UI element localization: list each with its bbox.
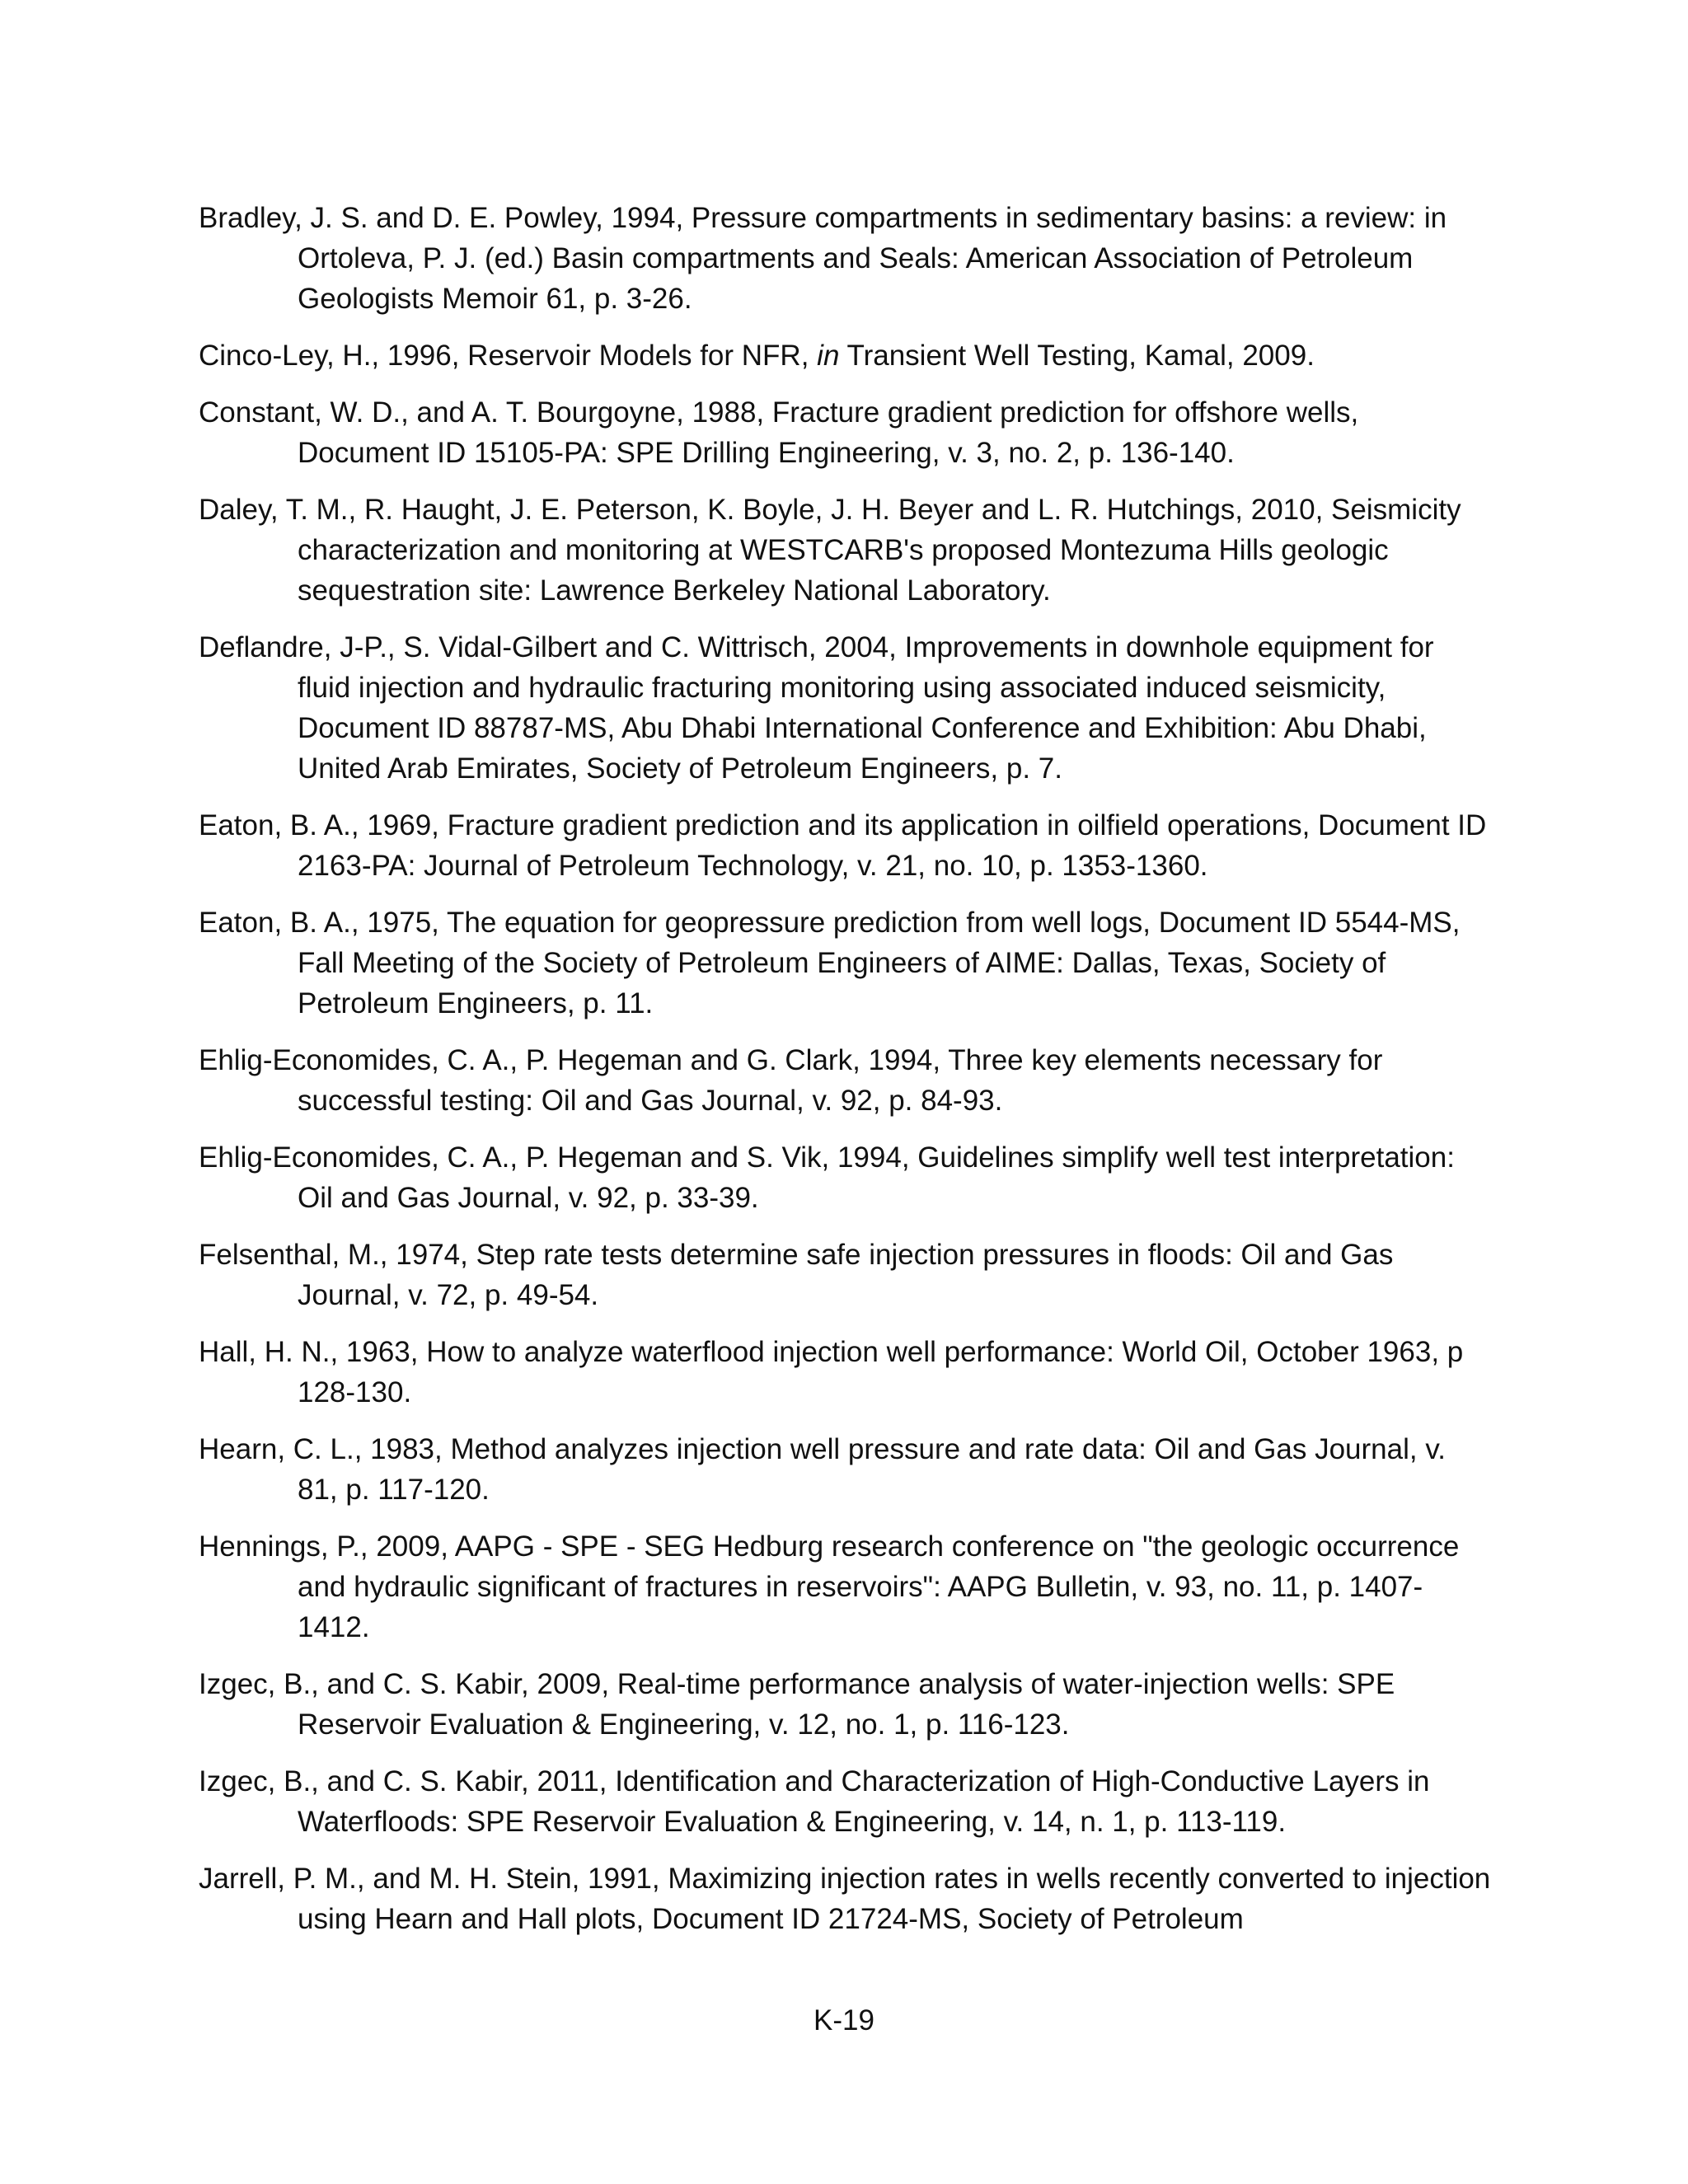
reference-text-start: Cinco-Ley, H., 1996, Reservoir Models for NFR, bbox=[199, 340, 818, 372]
reference-text: Bradley, J. S. and D. E. Powley, 1994, Pressure compartments in sedimentary basins: a review: in Ortoleva, P. J. (ed.) Basin compartments and Seals: American Association of Petroleum Geologists Memoir 61, p. 3-26. bbox=[199, 202, 1447, 315]
reference-text: Hennings, P., 2009, AAPG - SPE - SEG Hedburg research conference on "the geologic occurrence and hydraulic significant of fractures in reservoirs": AAPG Bulletin, v. 93, no. 11, p. 1407-1412. bbox=[199, 1530, 1460, 1643]
reference-italic-text: in bbox=[817, 340, 840, 372]
reference-text: Constant, W. D., and A. T. Bourgoyne, 1988, Fracture gradient prediction for offshore wells, Document ID 15105-PA: SPE Drilling Engineering, v. 3, no. 2, p. 136-140. bbox=[199, 396, 1359, 469]
reference-entry bbox=[199, 627, 1493, 789]
reference-entry bbox=[199, 1858, 1493, 1939]
reference-text: Hall, H. N., 1963, How to analyze waterflood injection well performance: World Oil, October 1963, p 128-130. bbox=[199, 1336, 1464, 1408]
reference-entry bbox=[199, 1664, 1493, 1745]
reference-text: Izgec, B., and C. S. Kabir, 2009, Real-time performance analysis of water-injection wells: SPE Reservoir Evaluation & Engineering, v. 12, no. 1, p. 116-123. bbox=[199, 1668, 1395, 1741]
reference-list bbox=[199, 198, 1493, 1956]
reference-entry bbox=[199, 392, 1493, 473]
reference-entry bbox=[199, 1761, 1493, 1842]
reference-entry bbox=[199, 1429, 1493, 1510]
page-number: K-19 bbox=[814, 2004, 874, 2036]
reference-entry bbox=[199, 902, 1493, 1024]
reference-entry bbox=[199, 1137, 1493, 1218]
reference-entry bbox=[199, 198, 1493, 319]
reference-text: Izgec, B., and C. S. Kabir, 2011, Identification and Characterization of High-Conductive Layers in Waterfloods: SPE Reservoir Evaluation & Engineering, v. 14, n. 1, p. 113-119. bbox=[199, 1765, 1430, 1838]
reference-text: Eaton, B. A., 1969, Fracture gradient prediction and its application in oilfield operations, Document ID 2163-PA: Journal of Petroleum Technology, v. 21, no. 10, p. 1353-1360. bbox=[199, 809, 1487, 882]
reference-entry bbox=[199, 335, 1493, 376]
reference-text: Ehlig-Economides, C. A., P. Hegeman and G. Clark, 1994, Three key elements necessary for successful testing: Oil and Gas Journal, v. 92, p. 84-93. bbox=[199, 1044, 1383, 1117]
reference-text: Ehlig-Economides, C. A., P. Hegeman and S. Vik, 1994, Guidelines simplify well test interpretation: Oil and Gas Journal, v. 92, p. 33-39. bbox=[199, 1141, 1455, 1214]
reference-entry bbox=[199, 1235, 1493, 1315]
reference-entry bbox=[199, 490, 1493, 611]
reference-entry bbox=[199, 1332, 1493, 1413]
reference-text: Felsenthal, M., 1974, Step rate tests determine safe injection pressures in floods: Oil and Gas Journal, v. 72, p. 49-54. bbox=[199, 1239, 1394, 1311]
reference-text: Deflandre, J-P., S. Vidal-Gilbert and C. Wittrisch, 2004, Improvements in downhole equipment for fluid injection and hydraulic fracturing monitoring using associated induced seismicity, Document ID 88787-MS, Abu Dhabi International Conference and Exhibition: Abu Dhabi, United Arab Emirates, Society of Petroleum Engineers, p. 7. bbox=[199, 631, 1434, 785]
reference-text: Jarrell, P. M., and M. H. Stein, 1991, Maximizing injection rates in wells recently converted to injection using Hearn and Hall plots, Document ID 21724-MS, Society of Petroleum bbox=[199, 1863, 1491, 1935]
reference-entry bbox=[199, 1040, 1493, 1121]
reference-text: Eaton, B. A., 1975, The equation for geopressure prediction from well logs, Document ID 5544-MS, Fall Meeting of the Society of Petroleum Engineers of AIME: Dallas, Texas, Society of Petroleum Engineers, p. 11. bbox=[199, 907, 1461, 1019]
reference-entry bbox=[199, 1526, 1493, 1647]
reference-text: Hearn, C. L., 1983, Method analyzes injection well pressure and rate data: Oil and Gas Journal, v. 81, p. 117-120. bbox=[199, 1433, 1446, 1506]
reference-text-end: Transient Well Testing, Kamal, 2009. bbox=[839, 340, 1315, 372]
reference-text: Daley, T. M., R. Haught, J. E. Peterson, K. Boyle, J. H. Beyer and L. R. Hutchings, 2010, Seismicity characterization and monitoring at WESTCARB's proposed Montezuma Hills geologic sequestration site: Lawrence Berkeley National Laboratory. bbox=[199, 494, 1461, 607]
reference-entry bbox=[199, 805, 1493, 886]
